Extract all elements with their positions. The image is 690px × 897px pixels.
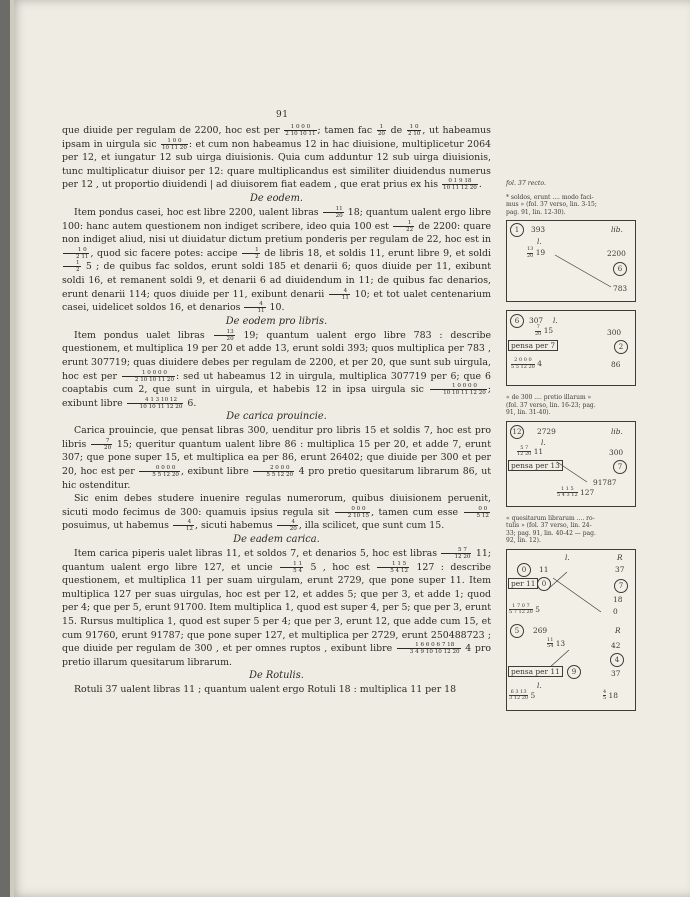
- fraction-numerator: 0 0 0: [335, 506, 370, 513]
- fraction-denominator: 2 10 10 11: [285, 131, 316, 137]
- fraction: [430, 383, 487, 396]
- circled-number: 9: [567, 665, 581, 679]
- fraction-numerator: 11: [323, 206, 344, 213]
- fraction-numerator: 0 1 9 18: [442, 178, 478, 185]
- fraction-numerator: 7: [91, 438, 112, 445]
- fraction-numerator: 4: [173, 519, 194, 526]
- box-value: 18: [613, 594, 623, 604]
- fraction-numerator: 1 0 0 0: [284, 124, 316, 131]
- fraction: [335, 506, 370, 519]
- fraction-numerator: 13: [214, 329, 235, 336]
- fraction: [464, 506, 490, 519]
- text-run: 5 , hoc est: [304, 561, 377, 573]
- text-run: 127 : describe questionem, et multiplica 11 per suam uirgulam, erunt 2729, que pone super 11. Item multiplica 127 per suas uirgulas, hoc est per 12, et addes 5; que per 3, et adde 1; quod per 4; que per 5, erunt 91700. Item multiplica 1, quod est super 4, per 5; que per 3, erunt 15. Rursus multiplica 1, quod est super 5 per 4; que per 3, erunt 12, que adde cum 15, et cum 91760, erunt 91787; que pone super 127, et multiplica per 2729, erunt 250488723 ; que diuide per regulam de 300 , et per omnes ruptos , exibunt libre: [62, 561, 492, 655]
- box-value: 307: [529, 316, 544, 325]
- text-run: 4 pro pretio quesitarum librarum 86, ut hic ostenditur.: [62, 466, 491, 491]
- fraction-numerator: 5 7: [441, 547, 471, 554]
- box-value: 300: [607, 328, 622, 337]
- fraction-numerator: 2 0 0 0: [253, 465, 294, 472]
- fraction-numerator: 4: [244, 301, 265, 308]
- fraction: [253, 465, 294, 478]
- fraction-numerator: 1: [393, 220, 414, 227]
- text-run: 18; quantum ualent ergo libre 100: hanc autem questionem non indiget scribere, ideo quia 100 est: [62, 206, 491, 232]
- fraction-denominator: 3 4 9 10 10 12 20: [409, 649, 460, 656]
- circled-number: 0: [517, 563, 531, 577]
- fraction-numerator: 4 1 3 10 12: [127, 397, 184, 404]
- fraction-denominator: 5 4 12: [390, 567, 409, 574]
- fraction-denominator: 10 11 12 20: [443, 185, 477, 192]
- section-heading: De eadem carica.: [233, 534, 320, 546]
- fraction: [277, 519, 298, 532]
- fraction: [377, 561, 409, 574]
- fraction-denominator: 20: [226, 335, 234, 342]
- text-run: Carica prouincie, que pensat libras 300, uenditur pro libris 15 et soldis 7, hoc est pro libris: [62, 425, 491, 450]
- cross-line: [507, 221, 637, 301]
- text-run: 10.: [266, 302, 285, 314]
- body-paragraph: [62, 547, 491, 669]
- margin-note-ref-2: « de 300 .... pretio illarum » (fol. 37 verso, lin. 16-23; pag. 91, lin. 31-40).: [506, 394, 596, 416]
- box-fraction: $\frac{1}{5}$ $\frac{1}{4}$ 13: [547, 636, 566, 649]
- circled-number: 12: [510, 425, 524, 439]
- box-value: 300: [609, 447, 624, 457]
- text-run: ; tamen fac: [317, 125, 376, 136]
- fraction-denominator: 2 10 15: [347, 512, 370, 519]
- fraction-numerator: 1 0 0 0 0: [430, 383, 487, 390]
- fraction-denominator: 20: [289, 526, 297, 533]
- fraction-numerator: 1 1: [280, 561, 303, 568]
- fraction: [122, 370, 175, 383]
- fraction-numerator: 1 1 5: [377, 561, 409, 568]
- fraction-numerator: 1: [242, 247, 260, 254]
- computation-box-4: [506, 549, 636, 711]
- body-paragraph: [62, 124, 491, 192]
- fraction-numerator: 1 0 0 0 0: [122, 370, 175, 377]
- pensa-label: pensa per 7: [508, 340, 558, 351]
- circled-number: 2: [614, 340, 628, 354]
- box-value: 393: [531, 225, 546, 234]
- fraction-denominator: 2: [255, 253, 259, 260]
- computation-box-3: [506, 421, 636, 507]
- fraction: [127, 397, 184, 410]
- section-heading: De eodem.: [250, 192, 303, 204]
- fraction-numerator: 0 0: [464, 506, 490, 513]
- text-run: : et cum non habeamus 12 in hac diuisione, multiplicetur 2064 per 12, et iungatur 12 sub uirga diuisionis. Quia cum adduntur 12 sub uirga diuisionis, tunc multiplicatur diuisor per 12: quare multiplicandus est similiter diuidendus numerus per 12 , ut proportio diuidendi | ad diuisorem fiat eadem , que erat prius ex his: [62, 138, 491, 191]
- fraction: [242, 247, 260, 260]
- text-run: Sic enim debes studere inuenire regulas numerorum, quibus diuisionem peruenit, sicuti modo fecimus de 300: quamuis ipsius regula sit: [62, 493, 491, 518]
- fraction-numerator: 4: [329, 288, 350, 295]
- pensa-label: per 11: [508, 578, 538, 589]
- circled-number: 1: [510, 223, 524, 237]
- box-fraction: $\frac{6 3 13}{3 12 20}$ 5: [509, 688, 536, 701]
- box-value: 783: [613, 284, 628, 293]
- fraction-denominator: 10 10 11 12 20: [443, 390, 486, 397]
- fraction-denominator: 2: [76, 267, 80, 274]
- margin-column: [506, 180, 636, 719]
- text-run: , ut habeamus ipsam in uirgula sic: [62, 125, 491, 150]
- text-run: 10; et tot ualet centenarium casei, uidelicet soldos 16, et denarios: [62, 288, 491, 314]
- text-run: que diuide per regulam de 2200, hoc est per: [62, 125, 284, 136]
- fraction-denominator: 5 4: [293, 567, 303, 574]
- text-run: 4 pro pretio illarum quesitarum librarum.: [62, 643, 491, 668]
- fraction: [441, 547, 471, 560]
- circled-number: 5: [510, 624, 524, 638]
- fraction-denominator: 11: [341, 294, 349, 301]
- text-run: de 2200: quare non indiget aliud, nisi ut diuidatur dictum pretium ponderis per regulam de 22, hoc est in: [62, 220, 491, 246]
- box-label-l: l.: [565, 552, 570, 562]
- fraction-denominator: 20: [377, 131, 385, 137]
- box-fraction: $\frac{1 7 0 7}{5 7 12 20}$ 5: [509, 602, 540, 615]
- fraction-denominator: 2 10 10 11 20: [134, 376, 175, 383]
- box-value: 269: [533, 625, 548, 635]
- fraction: [161, 138, 188, 151]
- fraction: [284, 124, 316, 137]
- fraction: [63, 247, 89, 260]
- fraction: [442, 178, 478, 191]
- fraction-numerator: 0 0 0 0: [139, 465, 180, 472]
- box-value: 0: [613, 606, 618, 616]
- text-run: , illa scilicet, que sunt cum 15.: [298, 520, 445, 532]
- box-fraction: $\frac{4}{5}$ 18: [603, 688, 618, 701]
- fraction: [393, 220, 414, 233]
- box-label-l: l.: [553, 316, 558, 325]
- pensa-label: pensa per 11: [508, 666, 563, 677]
- box-value: 86: [611, 360, 621, 369]
- fraction: [329, 288, 350, 301]
- text-run: , exibunt libre: [181, 466, 253, 478]
- box-value: 37: [611, 668, 621, 678]
- text-run: Item pondus casei, hoc est libre 2200, ualent libras: [74, 206, 322, 218]
- fraction: [214, 329, 235, 342]
- box-value: 2729: [537, 426, 556, 436]
- computation-box-1: [506, 220, 636, 302]
- text-run: posuimus, ut habemus: [62, 520, 172, 532]
- text-run: ; exibunt libre: [62, 384, 491, 409]
- page-number: 91: [276, 110, 289, 120]
- margin-note-ref-1: * soldos, erunt .... modo faci- mus » (fol. 37 verso, lin. 3-15; pag. 91, lin. 12-30).: [506, 193, 597, 216]
- box-value: 11: [539, 564, 549, 574]
- circled-number: 7: [614, 579, 628, 593]
- text-run: Item carica piperis ualet libras 11, et soldos 7, et denarios 5, hoc est libras: [74, 548, 441, 560]
- fraction-denominator: 20: [104, 444, 112, 451]
- body-paragraph: [62, 683, 491, 697]
- text-run: 5 ; de quibus fac soldos, erunt soldi 185 et denarii 6; quos diuide per 11, exibunt soldi 16, et remanent soldi 9, et denarii 6 ad diuidendum in 11; de quibus fac denarios, erunt denarii 114; quos diuide per 11, exibunt denarii: [62, 261, 491, 300]
- circled-number: 7: [613, 460, 627, 474]
- fraction-denominator: 2 10: [407, 131, 421, 137]
- text-run: 6.: [184, 397, 197, 409]
- fraction-denominator: 22: [406, 226, 414, 233]
- margin-note-folio: fol. 37 recto.: [506, 180, 546, 187]
- fraction-denominator: 5 5 12 20: [152, 472, 179, 479]
- computation-box-2: [506, 310, 636, 386]
- box-fraction: $\frac{1 1 5}{5 4 3 12}$ 127: [557, 485, 595, 498]
- fraction-numerator: 1: [377, 124, 386, 131]
- box-fraction: $\frac{2 0 0 0}{5 5 12 20}$ 4: [511, 357, 542, 370]
- box-value: 2200: [607, 249, 626, 258]
- fraction-denominator: 10 10 11 12 20: [139, 403, 183, 410]
- text-run: de libris 18, et soldis 11, erunt libre 9, et soldi: [260, 247, 491, 259]
- circled-number: 6: [613, 262, 627, 276]
- text-run: 15; queritur quantum ualent libre 86 : multiplica 15 per 20, et adde 7, erunt 307; que pone super 15, et multiplica ea per 86, erunt 26402; que diuide per 300 et per 20, hoc est per: [62, 438, 491, 478]
- margin-note-ref-3: « quesitarum librarum .... ro- tulis » (fol. 37 verso, lin. 24- 33; pag. 91, lin. 40-42 — pag. 92, lin. 12).: [506, 514, 596, 544]
- fraction: [91, 438, 112, 451]
- box-label-l: l.: [541, 437, 546, 447]
- fraction: [139, 465, 180, 478]
- fraction: [173, 519, 194, 532]
- box-label-lib: lib.: [611, 426, 623, 436]
- box-fraction: $\frac{5 7}{12 20}$ 11: [517, 444, 544, 457]
- box-fraction: $\frac{7}{20}$ 15: [535, 324, 554, 337]
- box-label-r: R: [617, 552, 623, 562]
- main-text-column: [62, 124, 491, 697]
- box-label-r: R: [615, 625, 621, 635]
- fraction-denominator: 20: [335, 212, 343, 219]
- fraction: [377, 124, 386, 137]
- text-run: 19; quantum ualent ergo libre 783 : describe questionem, et multiplica 19 per 20 et adde 13, erunt soldi 393; quos multiplica per 783 , erunt 307719; quas diuidere debes per regulam de 2200, et per 20, que sunt sub uirgula, hoc est per: [62, 329, 491, 382]
- text-run: : sed ut habeamus 12 in uirgula, multiplica 307719 per 6; que 6 coaptabis cum 2, que sunt in uirgula, et habebis 12 in ipsa uirgula sic: [62, 370, 491, 396]
- fraction-denominator: 12: [185, 526, 193, 533]
- box-label-l: l.: [537, 237, 542, 246]
- circled-number: 0: [537, 577, 551, 591]
- fraction: [244, 301, 265, 314]
- fraction: [63, 260, 81, 273]
- box-fraction: $\frac{13}{20}$ 19: [527, 246, 546, 259]
- pensa-label: pensa per 13: [508, 460, 563, 471]
- section-heading: De carica prouincie.: [226, 411, 327, 423]
- text-run: , tamen cum esse: [371, 506, 463, 518]
- section-heading: De eodem pro libris.: [225, 315, 328, 327]
- fraction: [407, 124, 421, 137]
- fraction-denominator: 5 5 12 20: [266, 472, 294, 479]
- box-label-lib: lib.: [611, 225, 623, 234]
- fraction: [280, 561, 303, 574]
- fraction: [323, 206, 344, 219]
- page-gutter: [10, 0, 14, 897]
- fraction-denominator: 5 12: [476, 512, 489, 519]
- fraction-numerator: 1 0: [63, 247, 89, 254]
- text-run: .: [478, 179, 482, 191]
- fraction-denominator: 11: [257, 308, 265, 315]
- box-value: 91787: [593, 477, 617, 487]
- text-run: , sicuti habemus: [195, 520, 276, 532]
- fraction-denominator: 2 11: [76, 253, 89, 260]
- box-value: 42: [611, 640, 621, 650]
- fraction-numerator: 1: [63, 260, 81, 267]
- box-label-l: l.: [537, 680, 542, 690]
- text-run: Item pondus ualet libras: [74, 329, 213, 341]
- text-run: 11; quantum ualent ergo libre 127, et uncie: [62, 548, 491, 573]
- fraction-denominator: 10 11 20: [162, 144, 187, 151]
- fraction-denominator: 12 20: [454, 554, 471, 561]
- body-paragraph: [62, 206, 491, 315]
- fraction: [397, 642, 461, 655]
- fraction-numerator: 1 0 0: [161, 138, 188, 145]
- body-paragraph: [62, 329, 491, 411]
- body-paragraph: [62, 492, 491, 533]
- text-run: Rotuli 37 ualent libras 11 ; quantum ualent ergo Rotuli 18 : multiplica 11 per 18: [74, 684, 457, 696]
- text-run: de: [386, 125, 406, 136]
- circled-number: 6: [510, 314, 524, 328]
- section-heading: De Rotulis.: [249, 670, 304, 682]
- fraction-numerator: 1 6 6 0 6 7 18: [397, 642, 461, 649]
- box-value: 37: [615, 564, 625, 574]
- circled-number: 4: [610, 653, 624, 667]
- cross-line: [507, 422, 637, 506]
- body-paragraph: [62, 424, 491, 492]
- text-run: , quod sic facere potes: accipe: [90, 247, 242, 259]
- fraction-numerator: 1 0: [407, 124, 421, 131]
- fraction-numerator: 4: [277, 519, 298, 526]
